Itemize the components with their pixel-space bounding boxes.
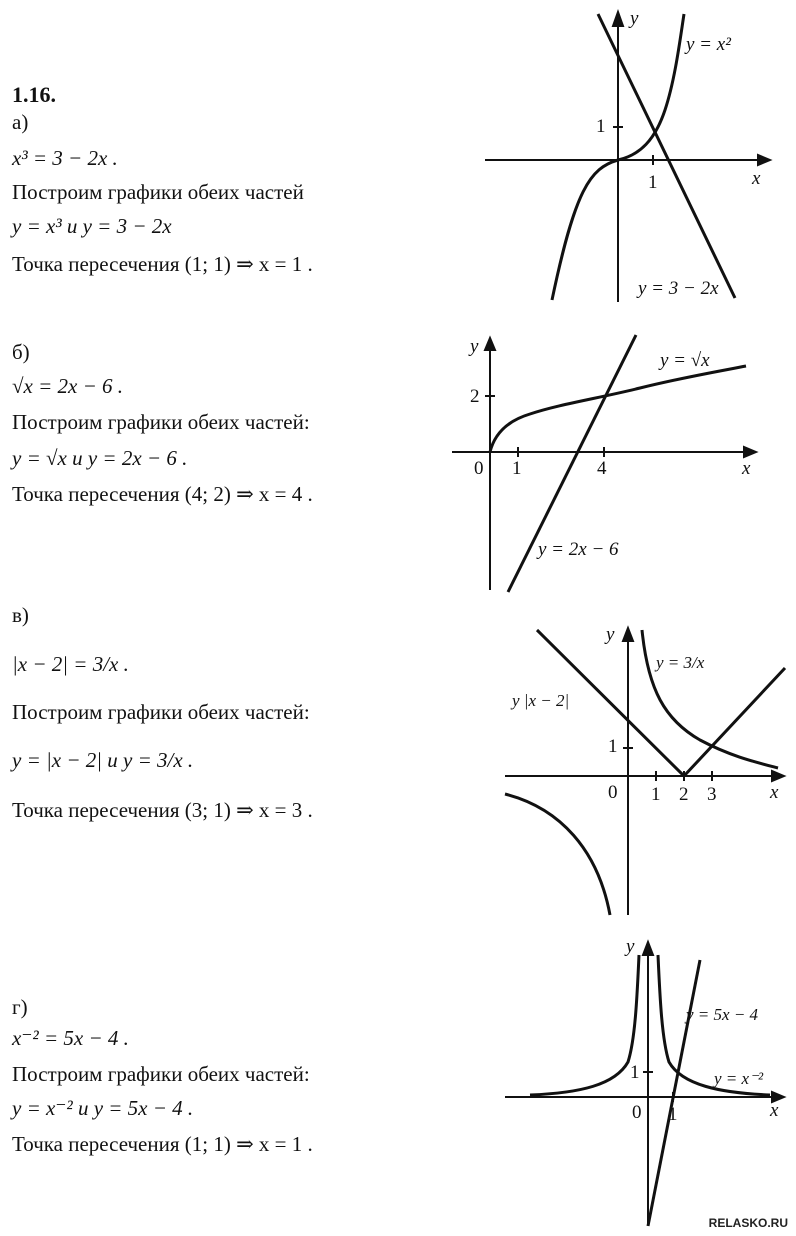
watermark: RELASKO.RU xyxy=(708,1216,788,1230)
graph-c-tick-x3: 3 xyxy=(707,784,717,805)
part-d-label: г) xyxy=(12,995,28,1019)
graph-c-tick-x1: 1 xyxy=(651,784,661,805)
graph-a xyxy=(480,8,780,308)
graph-a-x-label: x xyxy=(752,168,761,189)
graph-a-curve1-label: y = x² xyxy=(686,34,731,55)
part-a-answer: Точка пересечения (1; 1) ⇒ x = 1 . xyxy=(12,252,313,276)
graph-d-origin: 0 xyxy=(632,1102,642,1123)
part-a-build-text: Построим графики обеих частей xyxy=(12,180,304,204)
part-c-label: в) xyxy=(12,603,29,627)
part-c-answer: Точка пересечения (3; 1) ⇒ x = 3 . xyxy=(12,798,313,822)
graph-d-x-label: x xyxy=(770,1100,779,1121)
graph-d-curve2-label: y = x⁻² xyxy=(714,1069,764,1088)
part-b-equation: √x = 2x − 6 . xyxy=(12,374,124,398)
graph-b-origin: 0 xyxy=(474,458,484,479)
part-c-functions: y = |x − 2| и y = 3/x . xyxy=(12,748,194,772)
graph-a-y-arrow xyxy=(613,12,623,26)
graph-d-line xyxy=(648,960,700,1226)
part-a-equation: x³ = 3 − 2x . xyxy=(12,146,118,170)
graph-c-curve2-label: y |x − 2| xyxy=(512,691,570,710)
graph-d xyxy=(500,930,790,1230)
graph-b-tick-y: 2 xyxy=(470,386,480,407)
problem-number: 1.16. xyxy=(12,82,56,107)
graph-c-tick-y: 1 xyxy=(608,736,618,757)
graph-b-x-label: x xyxy=(742,458,751,479)
graph-a-y-label: y xyxy=(630,8,639,29)
graph-a-curve2-label: y = 3 − 2x xyxy=(638,278,719,299)
graph-d-curve-left xyxy=(530,955,639,1095)
graph-a-x-arrow xyxy=(758,155,770,165)
part-c-build-text: Построим графики обеих частей: xyxy=(12,700,310,724)
part-b-label: б) xyxy=(12,340,30,364)
graph-c xyxy=(500,615,790,921)
graph-b-tick-x1: 1 xyxy=(512,458,522,479)
graph-c-origin: 0 xyxy=(608,782,618,803)
part-d-answer: Точка пересечения (1; 1) ⇒ x = 1 . xyxy=(12,1132,313,1156)
graph-b-curve1-label: y = √x xyxy=(660,350,710,371)
graph-d-curve1-label: y = 5x − 4 xyxy=(686,1005,759,1024)
part-c-equation: |x − 2| = 3/x . xyxy=(12,652,129,676)
part-d-functions: y = x⁻² и y = 5x − 4 . xyxy=(12,1096,194,1120)
part-d-build-text: Построим графики обеих частей: xyxy=(12,1062,310,1086)
graph-b-y-label: y xyxy=(470,336,479,357)
part-b-answer: Точка пересечения (4; 2) ⇒ x = 4 . xyxy=(12,482,313,506)
part-d-equation: x⁻² = 5x − 4 . xyxy=(12,1026,129,1050)
graph-b xyxy=(448,330,768,596)
graph-b-tick-x4: 4 xyxy=(597,458,607,479)
part-b-build-text: Построим графики обеих частей: xyxy=(12,410,310,434)
graph-c-y-label: y xyxy=(606,624,615,645)
graph-d-y-label: y xyxy=(626,936,635,957)
part-a-label: а) xyxy=(12,110,29,134)
part-a-functions: y = x³ и y = 3 − 2x xyxy=(12,214,172,238)
graph-c-tick-x2: 2 xyxy=(679,784,689,805)
graph-b-curve-sqrt xyxy=(490,366,746,452)
graph-c-curve1-label: y = 3/x xyxy=(656,653,705,672)
graph-a-tick-y: 1 xyxy=(596,116,606,137)
graph-b-curve2-label: y = 2x − 6 xyxy=(538,539,619,560)
graph-d-tick-y: 1 xyxy=(630,1062,640,1083)
graph-a-tick-x: 1 xyxy=(648,172,658,193)
graph-c-hyperbola-left xyxy=(505,794,610,915)
graph-c-x-label: x xyxy=(770,782,779,803)
graph-d-tick-x: 1 xyxy=(668,1104,678,1125)
part-b-functions: y = √x и y = 2x − 6 . xyxy=(12,446,188,470)
